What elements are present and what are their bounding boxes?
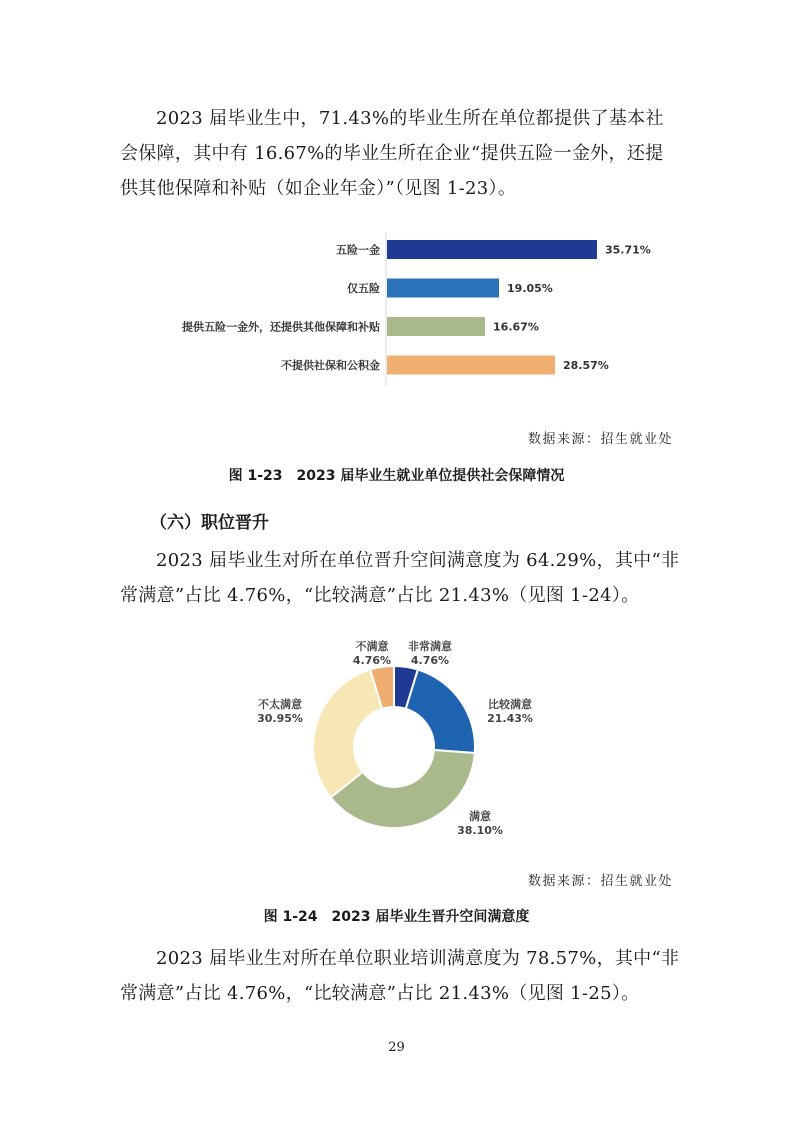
bar-value-label: 35.71% <box>605 243 651 257</box>
bar-category-label: 仅五险 <box>347 282 380 295</box>
slice-category-label: 不满意 <box>355 640 389 653</box>
slice-value-label: 4.76% <box>352 654 392 667</box>
bar-category-label: 提供五险一金外，还提供其他保障和补贴 <box>182 320 380 334</box>
bar <box>387 317 485 336</box>
chart1-caption: 图 1-23 2023 届毕业生就业单位提供社会保障情况 <box>228 468 565 484</box>
bar-value-label: 16.67% <box>493 320 539 334</box>
slice-category-label: 不太满意 <box>258 698 302 711</box>
promotion-donut-chart <box>0 630 793 850</box>
chart2-caption: 图 1-24 2023 届毕业生晋升空间满意度 <box>263 909 530 925</box>
intro-paragraph: 2023 届毕业生中，71.43%的毕业生所在单位都提供了基本社会保障，其中有 16.67%的毕业生所在企业“提供五险一金外，还提供其他保障和补贴（如企业年金）”（见图 1-23）。 <box>120 108 664 199</box>
slice-value-label: 21.43% <box>487 712 533 725</box>
chart2-source: 数据来源：招生就业处 <box>527 874 673 889</box>
chart1-source: 数据来源：招生就业处 <box>527 432 673 447</box>
training-paragraph: 2023 届毕业生对所在单位职业培训满意度为 78.57%，其中“非常满意”占比 4.76%，“比较满意”占比 21.43%（见图 1-25）。 <box>120 948 680 1004</box>
donut-slice <box>406 670 475 753</box>
slice-category-label: 非常满意 <box>408 640 452 653</box>
bar <box>387 356 555 375</box>
social-security-bar-chart <box>0 228 793 388</box>
slice-category-label: 满意 <box>469 810 491 823</box>
slice-value-label: 38.10% <box>457 824 503 837</box>
bar-category-label: 不提供社保和公积金 <box>281 359 380 372</box>
slice-value-label: 4.76% <box>410 654 450 667</box>
bar <box>387 240 597 259</box>
bar-value-label: 19.05% <box>507 282 553 295</box>
bar-category-label: 五险一金 <box>336 243 380 257</box>
slice-category-label: 比较满意 <box>488 698 532 711</box>
section-heading: （六）职位晋升 <box>150 513 269 533</box>
promotion-paragraph: 2023 届毕业生对所在单位晋升空间满意度为 64.29%，其中“非常满意”占比 4.76%，“比较满意”占比 21.43%（见图 1-24）。 <box>120 550 680 606</box>
slice-value-label: 30.95% <box>257 712 303 725</box>
page-number: 29 <box>388 1040 405 1055</box>
bar <box>387 279 499 298</box>
donut-slice <box>313 670 382 798</box>
bar-value-label: 28.57% <box>563 359 609 372</box>
